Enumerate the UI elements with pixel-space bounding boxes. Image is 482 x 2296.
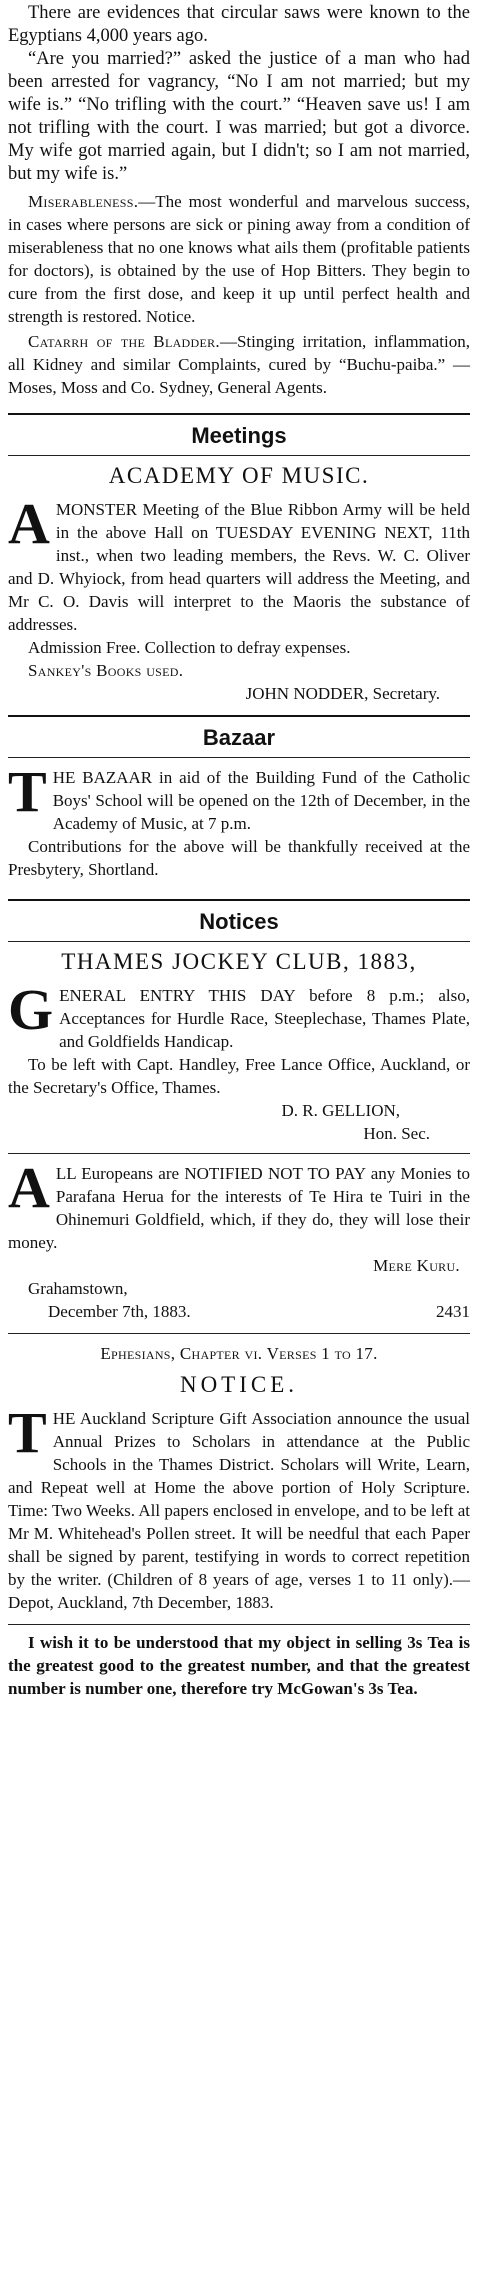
- grahamstown-place: Grahamstown,: [28, 1279, 128, 1298]
- section-rule: [8, 757, 470, 758]
- jockey-club-body: [8, 977, 470, 1053]
- bazaar-contributions: Contributions for the above will be thankfully received at the Presbytery, Shortland.: [8, 837, 470, 879]
- drop-cap: T: [8, 1400, 47, 1465]
- section-rule: [8, 715, 470, 717]
- scripture-notice-text: HE Auckland Scripture Gift Association announce the usual Annual Prizes to Scholars in attendance at the Public Schools in the Thames District. Scholars will Write, Learn, and Repeat well at Home the above portion of Holy Scripture. Time: Two Weeks. All papers enclosed in envelope, and to be left at Mr M. Whitehead's Pollen street. It will be needful that each Paper shall be signed by parent, testifying in words to correct repetition by the writer. (Children of 8 years of age, verses 1 to 11 only).—Depot, Auckland, 7th December, 1883.: [8, 1409, 470, 1612]
- section-rule: [8, 1153, 470, 1154]
- jockey-club-instructions: To be left with Capt. Handley, Free Lance Office, Auckland, or the Secretary's Office, Thames.: [8, 1055, 470, 1097]
- academy-body: [8, 491, 470, 636]
- drop-cap: T: [8, 759, 47, 824]
- section-rule: [8, 1624, 470, 1625]
- bazaar-body: [8, 759, 470, 835]
- hop-bitters-text: —The most wonderful and marvelous success, in cases where persons are sick or pining away from a condition of miserableness that no one knows what ails them (profitable patients for doctors), is obtained by the use of Hop Bitters. They begin to cure from the first dose, and keep it up until perfect health and strength is restored. Notice.: [8, 192, 470, 326]
- drop-cap: A: [8, 491, 50, 556]
- drop-cap: A: [8, 1155, 50, 1220]
- catarrh-text: —Stinging irritation, inflammation, all Kidney and similar Complaints, cured by “Buchu-paiba.” —Moses, Moss and Co. Sydney, General Agents.: [8, 332, 471, 397]
- scripture-notice-body: [8, 1400, 470, 1614]
- hon-sec-title: Hon. Sec.: [363, 1124, 430, 1143]
- jockey-club-text: ENERAL ENTRY THIS DAY before 8 p.m.; also, Acceptances for Hurdle Race, Steeplechase, Thames Plate, and Goldfields Handicap.: [59, 986, 470, 1051]
- notice-title: NOTICE.: [179, 1372, 299, 1397]
- europeans-text: LL Europeans are NOTIFIED NOT TO PAY any Monies to Parafana Herua for the interests of Te Hira te Tuiri in the Ohinemuri Goldfield, which, if they do, they will lose their money.: [8, 1164, 470, 1252]
- notice-date: December 7th, 1883.: [48, 1302, 191, 1321]
- catarrh-lead: Catarrh of the Bladder.: [28, 332, 220, 351]
- miserableness-lead: Miserableness.: [28, 192, 139, 211]
- hop-bitters-paragraph: [8, 190, 470, 328]
- gellion-signature: D. R. GELLION,: [281, 1101, 400, 1120]
- drop-cap: G: [8, 977, 54, 1042]
- newspaper-column: [8, 0, 470, 1700]
- section-rule: [8, 1333, 470, 1334]
- notices-header: Notices: [199, 909, 279, 934]
- date-row: [8, 1300, 470, 1323]
- mere-kuru-signature: Mere Kuru.: [373, 1256, 460, 1275]
- section-rule: [8, 941, 470, 942]
- section-rule: [8, 899, 470, 901]
- catarrh-paragraph: [8, 330, 470, 399]
- jockey-club-title: THAMES JOCKEY CLUB, 1883,: [61, 949, 417, 974]
- bazaar-text: HE BAZAAR in aid of the Building Fund of the Catholic Boys' School will be opened on the 12th of December, in the Academy of Music, at 7 p.m.: [52, 768, 470, 833]
- meetings-header: Meetings: [191, 423, 287, 448]
- mcgowan-tea-advert: I wish it to be understood that my object in selling 3s Tea is the greatest good to the greatest number, and that the greatest number is number one, therefore try McGowan's 3s Tea.: [8, 1633, 470, 1698]
- circular-saws-paragraph: There are evidences that circular saws were known to the Egyptians 4,000 years ago.: [8, 3, 470, 46]
- section-rule: [8, 413, 470, 415]
- bazaar-header: Bazaar: [202, 725, 276, 750]
- academy-text: MONSTER Meeting of the Blue Ribbon Army will be held in the above Hall on TUESDAY EVENING NEXT, 11th inst., when two leading members, the Revs. W. C. Oliver and D. Whyiock, from head quarters will address the Meeting, and Mr C. O. Davis will interpret to the Maoris the substance of addresses.: [8, 500, 470, 634]
- ephesians-heading: Ephesians, Chapter vi. Verses 1 to 17.: [100, 1344, 378, 1363]
- europeans-notice: [8, 1155, 470, 1254]
- academy-title: ACADEMY OF MUSIC.: [108, 463, 370, 488]
- section-rule: [8, 455, 470, 456]
- married-anecdote-paragraph: “Are you married?” asked the justice of a man who had been arrested for vagrancy, “No I am not married; but my wife is.” “No trifling with the court.” “Heaven save us! I am not trifling with the court. I was married; but got a divorce. My wife got married again, but I didn't; so I am not married, but my wife is.”: [8, 49, 470, 184]
- advert-code: 2431: [436, 1302, 470, 1321]
- secretary-signature: JOHN NODDER, Secretary.: [245, 684, 440, 703]
- admission-line: Admission Free. Collection to defray expenses.: [28, 638, 351, 657]
- sankey-books-line: Sankey's Books used.: [28, 661, 184, 680]
